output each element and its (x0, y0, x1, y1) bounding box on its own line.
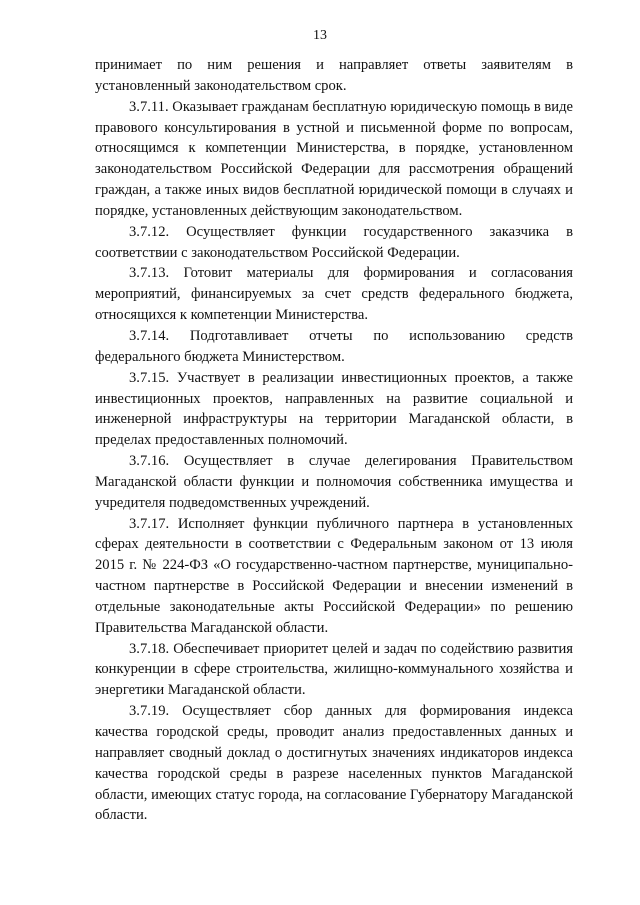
paragraph-3-7-18: 3.7.18. Обеспечивает приоритет целей и задач по содействию развития конкуренции в сфере строительства, жилищно-коммунального хозяйства и энергетики Магаданской области. (95, 640, 573, 699)
document-body (95, 55, 573, 826)
paragraph-3-7-17: 3.7.17. Исполняет функции публичного партнера в установленных сферах деятельности в соответствии с Федеральным законом от 13 июля 2015 г. № 224-ФЗ «О государственно-частном партнерстве, муниципально-частном партнерстве в Российской Федерации и внесении изменений в отдельные законодательные акты Российской Федерации» по решению Правительства Магаданской области. (95, 515, 573, 636)
page-number: 13 (313, 28, 327, 43)
paragraph-3-7-19: 3.7.19. Осуществляет сбор данных для формирования индекса качества городской среды, проводит анализ предоставленных данных и направляет сводный доклад о достигнутых значениях индикаторов индекса качества городской среды в разрезе населенных пунктов Магаданской области, имеющих статус города, на согласование Губернатору Магаданской области. (95, 703, 573, 824)
paragraph-3-7-16: 3.7.16. Осуществляет в случае делегирования Правительством Магаданской области функции и полномочия собственника имущества и учредителя подведомственных учреждений. (95, 453, 573, 511)
paragraph-3-7-12: 3.7.12. Осуществляет функции государственного заказчика в соответствии с законодательством Российской Федерации. (95, 223, 573, 261)
paragraph-3-7-14: 3.7.14. Подготавливает отчеты по использованию средств федерального бюджета Министерством. (95, 327, 573, 365)
paragraph-3-7-15: 3.7.15. Участвует в реализации инвестиционных проектов, а также инвестиционных проектов, направленных на развитие социальной и инженерной инфраструктуры на территории Магаданской области, в пределах предоставленных полномочий. (95, 369, 573, 449)
paragraph-3-7-13: 3.7.13. Готовит материалы для формирования и согласования мероприятий, финансируемых за счет средств федерального бюджета, относящихся к компетенции Министерства. (95, 265, 573, 324)
paragraph-continuation: принимает по ним решения и направляет ответы заявителям в установленный законодательством срок. (95, 57, 573, 94)
paragraph-3-7-11: 3.7.11. Оказывает гражданам бесплатную юридическую помощь в виде правового консультирования в устной и письменной форме по вопросам, относящимся к компетенции Министерства, в порядке, установленном законодательством Российской Федерации для рассмотрения обращений граждан, а также иных видов бесплатной юридической помощи в случаях и порядке, установленных действующим законодательством. (95, 98, 573, 219)
